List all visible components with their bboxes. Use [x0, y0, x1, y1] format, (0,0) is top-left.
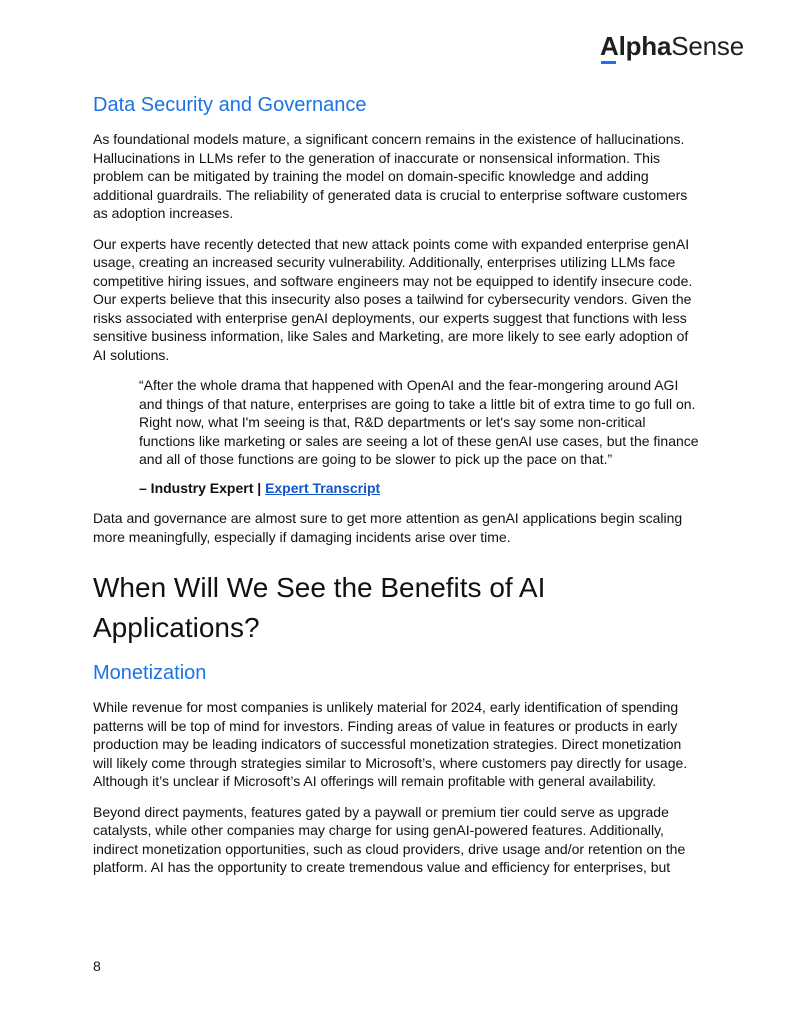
chapter-title-ai-benefits: When Will We See the Benefits of AI Applications?	[93, 572, 546, 643]
logo-alpha-text: Alpha	[600, 31, 672, 61]
quote-attribution	[139, 479, 703, 498]
logo-accent-underline	[601, 61, 616, 64]
paragraph-governance: Data and governance are almost sure to get more attention as genAI applications begin scaling more meaningfully, especially if damaging incidents arise over time.	[93, 510, 683, 545]
section-heading-monetization: Monetization	[93, 662, 207, 684]
logo-sense-text: Sense	[671, 31, 744, 61]
page-content	[93, 92, 703, 889]
paragraph-hallucinations: As foundational models mature, a significant concern remains in the existence of hallucinations. Hallucinations in LLMs refer to the generation of inaccurate or nonsensical information. This problem can be mitigated by training the model on domain-specific knowledge and adding additional guardrails. The reliability of generated data is crucial to enterprise software customers as adoption increases.	[93, 131, 688, 221]
expert-transcript-link[interactable]: Expert Transcript	[265, 479, 381, 496]
page-number: 8	[93, 958, 101, 974]
paragraph-direct-payments: Beyond direct payments, features gated by a paywall or premium tier could serve as upgrade catalysts, while other companies may charge for using genAI-powered features. Additionally, indirect monetization opportunities, such as cloud providers, drive usage and/or retention on the platform. AI has the opportunity to create tremendous value and efficiency for enterprises, but	[93, 803, 686, 875]
expert-quote: “After the whole drama that happened with OpenAI and the fear-mongering around AGI and things of that nature, enterprises are going to take a little bit of extra time to go full on. Right now, what I'm seeing is that, R&D departments or let's say some non-critical functions like marketing or sales are seeing a lot of these genAI use cases, but the finance and all of those functions are going to be slower to pick up the pace on that.”	[139, 377, 699, 467]
attribution-label: – Industry Expert |	[139, 479, 266, 496]
paragraph-attack-points: Our experts have recently detected that new attack points come with expanded enterprise genAI usage, creating an increased security vulnerability. Additionally, enterprises utilizing LLMs face competitive hiring issues, and software engineers may not be equipped to identify insecure code. Our experts believe that this insecurity also poses a tailwind for cybersecurity vendors. Given the risks associated with enterprise genAI deployments, our experts suggest that functions with less sensitive business information, like Sales and Marketing, are more likely to see early adoption of AI solutions.	[93, 235, 693, 363]
paragraph-revenue: While revenue for most companies is unlikely material for 2024, early identification of spending patterns will be top of mind for investors. Finding areas of value in features or products in early production may be leading indicators of successful monetization strategies. Direct monetization will likely come through strategies similar to Microsoft’s, where customers pay directly for usage. Although it’s unclear if Microsoft’s AI offerings will remain profitable with general availability.	[93, 699, 688, 789]
section-heading-data-security: Data Security and Governance	[93, 94, 367, 116]
alphasense-logo	[600, 31, 744, 62]
